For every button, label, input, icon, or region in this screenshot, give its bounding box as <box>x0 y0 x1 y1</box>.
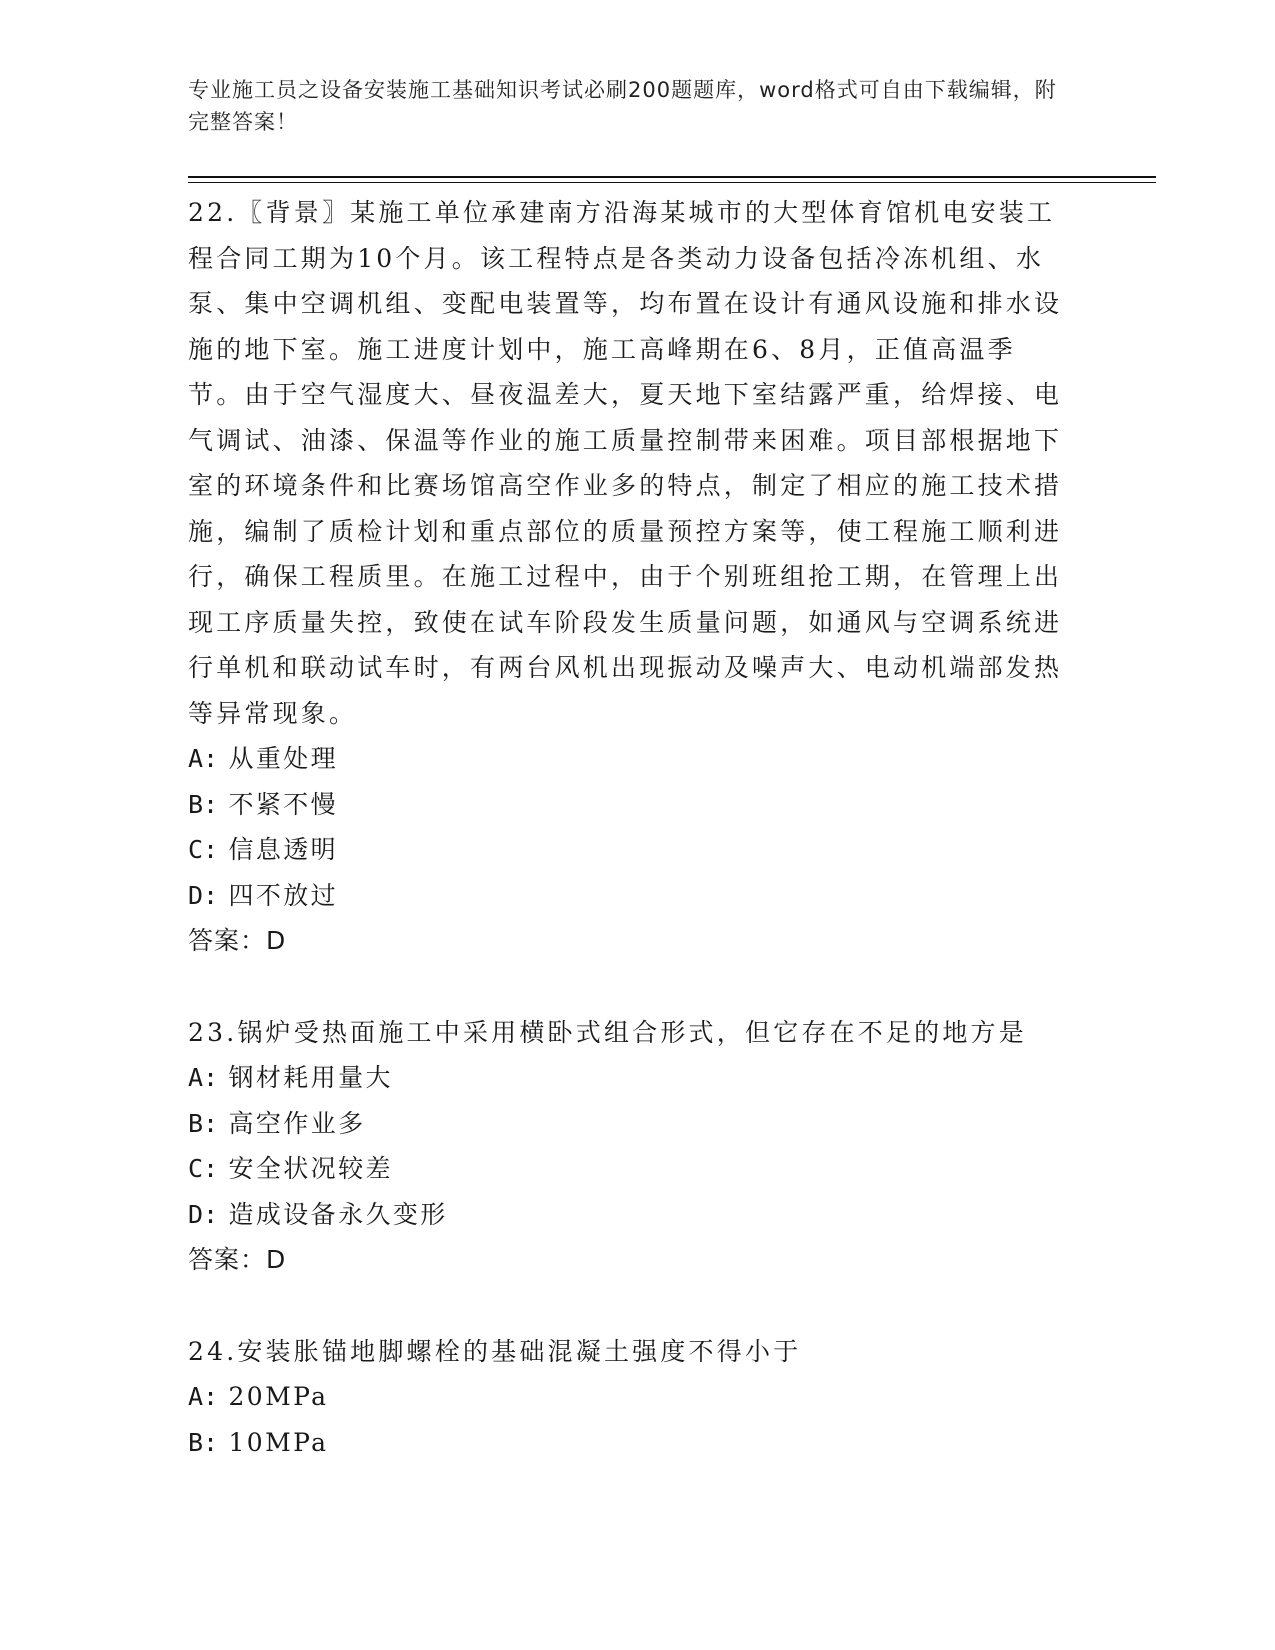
option-text: 造成设备永久变形 <box>228 1199 448 1229</box>
header-divider-thick <box>188 176 1156 178</box>
option-text: 钢材耗用量大 <box>228 1063 393 1092</box>
option-letter: C: <box>188 835 219 864</box>
question-stem: 24.安装胀锚地脚螺栓的基础混凝土强度不得小于 <box>188 1336 802 1366</box>
option-text: 信息透明 <box>228 835 339 864</box>
option-b <box>188 1420 1068 1466</box>
question-spacer <box>188 1283 1068 1329</box>
question-stem: 22.〖背景〗某施工单位承建南方沿海某城市的大型体育馆机电安装工程合同工期为10个月。该工程特点是各类动力设备包括冷冻机组、水泵、集中空调机组、变配电装置等，均布置在设计有通风设施和排水设施的地下室。施工进度计划中，施工高峰期在6、8月，正值高温季节。由于空气湿度大、昼夜温差大，夏天地下室结露严重，给焊接、电气调试、油漆、保温等作业的施工质量控制带来困难。项目部根据地下室的环境条件和比赛场馆高空作业多的特点，制定了相应的施工技术措施，编制了质检计划和重点部位的质量预控方案等，使工程施工顺利进行，确保工程质里。在施工过程中，由于个别班组抢工期，在管理上出现工序质量失控，致使在试车阶段发生质量问题，如通风与空调系统进行单机和联动试车时，有两台风机出现振动及噪声大、电动机端部发热等异常现象。 <box>188 198 1063 728</box>
option-text: 从重处理 <box>228 744 339 773</box>
option-text: 四不放过 <box>228 880 339 910</box>
answer-line: 答案：D <box>188 1245 287 1274</box>
question-23 <box>188 1010 1068 1283</box>
option-letter: C: <box>188 1154 219 1183</box>
option-text: 10MPa <box>228 1427 329 1457</box>
option-a <box>188 1055 1068 1101</box>
option-c <box>188 827 1068 873</box>
option-text: 20MPa <box>228 1382 329 1411</box>
option-letter: B: <box>188 1108 219 1138</box>
question-list <box>188 190 1068 1465</box>
option-d <box>188 1192 1068 1238</box>
option-letter: A: <box>188 1063 219 1092</box>
option-letter: D: <box>188 880 219 910</box>
option-text: 高空作业多 <box>228 1108 366 1138</box>
option-letter: A: <box>188 1382 219 1411</box>
option-b <box>188 782 1068 828</box>
option-a <box>188 736 1068 782</box>
header-divider-thin <box>188 182 1156 183</box>
option-letter: A: <box>188 744 219 773</box>
question-spacer <box>188 964 1068 1010</box>
option-b <box>188 1101 1068 1147</box>
option-letter: B: <box>188 1427 219 1457</box>
option-d <box>188 873 1068 919</box>
question-22 <box>188 190 1068 964</box>
option-letter: B: <box>188 789 219 819</box>
option-a <box>188 1374 1068 1420</box>
option-text: 不紧不慢 <box>228 789 339 819</box>
option-letter: D: <box>188 1199 219 1229</box>
question-stem: 23.锅炉受热面施工中采用横卧式组合形式，但它存在不足的地方是 <box>188 1017 1027 1047</box>
question-24 <box>188 1329 1068 1466</box>
option-text: 安全状况较差 <box>228 1154 393 1183</box>
document-header: 专业施工员之设备安装施工基础知识考试必刷200题题库，word格式可自由下载编辑，附完整答案！ <box>188 78 1057 134</box>
option-c <box>188 1146 1068 1192</box>
answer-line: 答案：D <box>188 926 287 955</box>
